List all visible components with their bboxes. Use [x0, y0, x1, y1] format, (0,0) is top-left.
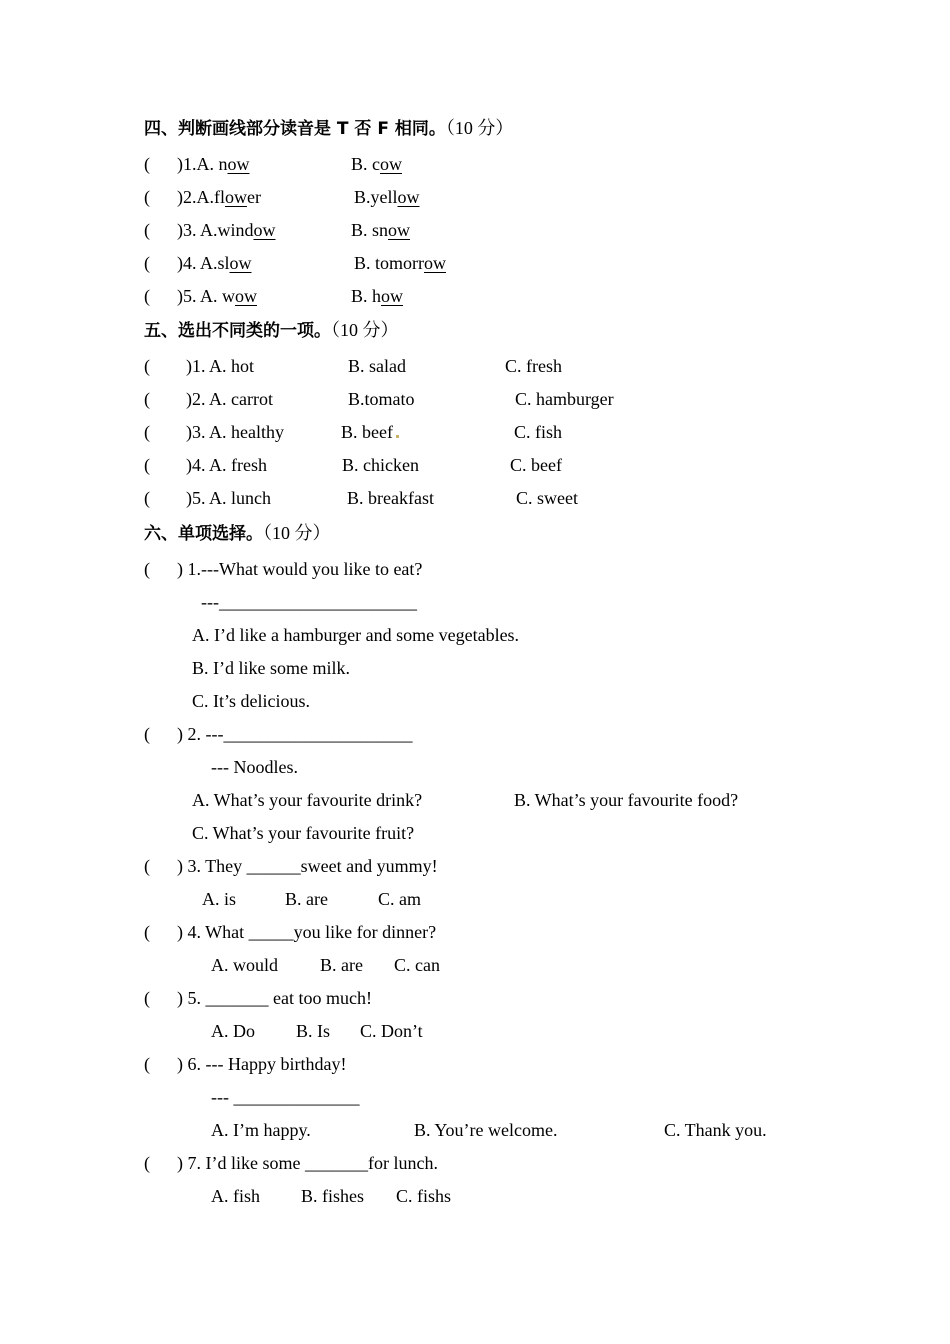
s4-item-2-b: B.yellow	[354, 187, 420, 207]
q7-stem: ( ) 7. I’d like some _______for lunch.	[144, 1153, 438, 1173]
q7-option-a: A. fish	[211, 1186, 260, 1206]
s5-item-3-a: ( )3. A. healthy	[144, 422, 284, 442]
q4-option-c: C. can	[394, 955, 440, 975]
s4-item-2-a: ( )2.A.flower	[144, 187, 261, 207]
section-4-title: 四、判断画线部分读音是 T 否 F 相同。	[144, 119, 446, 139]
stray-mark	[396, 435, 399, 438]
q5-option-c: C. Don’t	[360, 1021, 423, 1041]
section-4-heading	[144, 117, 513, 140]
q1-option-c: C. It’s delicious.	[192, 691, 310, 711]
q6-reply: --- ______________	[211, 1087, 360, 1107]
s4-item-5-b: B. how	[351, 286, 404, 306]
s4-item-5-a: ( )5. A. wow	[144, 286, 257, 306]
q2-stem: ( ) 2. ---_____________________	[144, 724, 413, 744]
s5-item-2-a: ( )2. A. carrot	[144, 389, 273, 409]
q7-option-c: C. fishs	[396, 1186, 452, 1206]
q4-option-a: A. would	[211, 955, 278, 975]
section-6-title: 六、单项选择。	[144, 524, 263, 544]
section-5-heading	[144, 319, 399, 342]
s4-item-4-b: B. tomorrow	[354, 253, 446, 273]
q6-stem: ( ) 6. --- Happy birthday!	[144, 1054, 347, 1074]
s4-item-3-b: B. snow	[351, 220, 411, 240]
q2-option-b: B. What’s your favourite food?	[514, 790, 739, 810]
section-5-title: 五、选出不同类的一项。	[144, 321, 331, 341]
q5-option-a: A. Do	[211, 1021, 255, 1041]
q5-stem: ( ) 5. _______ eat too much!	[144, 988, 372, 1008]
q2-option-c: C. What’s your favourite fruit?	[192, 823, 415, 843]
q6-option-a: A. I’m happy.	[211, 1120, 311, 1140]
section-6-points: （10 分）	[263, 523, 331, 543]
q6-option-c: C. Thank you.	[664, 1120, 767, 1140]
s5-item-1-c: C. fresh	[505, 356, 562, 376]
q2-reply: --- Noodles.	[211, 757, 298, 777]
q3-stem: ( ) 3. They ______sweet and yummy!	[144, 856, 438, 876]
section-6-heading	[144, 522, 331, 545]
q5-option-b: B. Is	[296, 1021, 331, 1041]
q3-option-c: C. am	[378, 889, 421, 909]
s5-item-2-c: C. hamburger	[515, 389, 614, 409]
q3-option-b: B. are	[285, 889, 328, 909]
q4-option-b: B. are	[320, 955, 363, 975]
q1-option-b: B. I’d like some milk.	[192, 658, 350, 678]
s4-item-3-a: ( )3. A.window	[144, 220, 276, 240]
s5-item-1-b: B. salad	[348, 356, 406, 376]
q3-option-a: A. is	[202, 889, 237, 909]
q1-answer-line: ---______________________	[201, 592, 417, 612]
s5-item-1-a: ( )1. A. hot	[144, 356, 254, 376]
s5-item-5-b: B. breakfast	[347, 488, 434, 508]
s4-item-4-a: ( )4. A.slow	[144, 253, 252, 273]
q4-stem: ( ) 4. What _____you like for dinner?	[144, 922, 437, 942]
q1-stem: ( ) 1.---What would you like to eat?	[144, 559, 423, 579]
s5-item-4-b: B. chicken	[342, 455, 419, 475]
q6-option-b: B. You’re welcome.	[414, 1120, 558, 1140]
s5-item-4-a: ( )4. A. fresh	[144, 455, 267, 475]
q7-option-b: B. fishes	[301, 1186, 364, 1206]
s5-item-4-c: C. beef	[510, 455, 562, 475]
s5-item-3-b: B. beef	[341, 422, 393, 442]
q2-option-a: A. What’s your favourite drink?	[192, 790, 423, 810]
section-5-points: （10 分）	[331, 320, 399, 340]
q1-option-a: A. I’d like a hamburger and some vegetables.	[192, 625, 520, 645]
s5-item-3-c: C. fish	[514, 422, 563, 442]
s5-item-5-a: ( )5. A. lunch	[144, 488, 271, 508]
s5-item-5-c: C. sweet	[516, 488, 578, 508]
s4-item-1-a: ( )1.A. now	[144, 154, 250, 174]
section-4-points: （10 分）	[445, 118, 514, 138]
s4-item-1-b: B. cow	[351, 154, 402, 174]
s5-item-2-b: B.tomato	[348, 389, 415, 409]
